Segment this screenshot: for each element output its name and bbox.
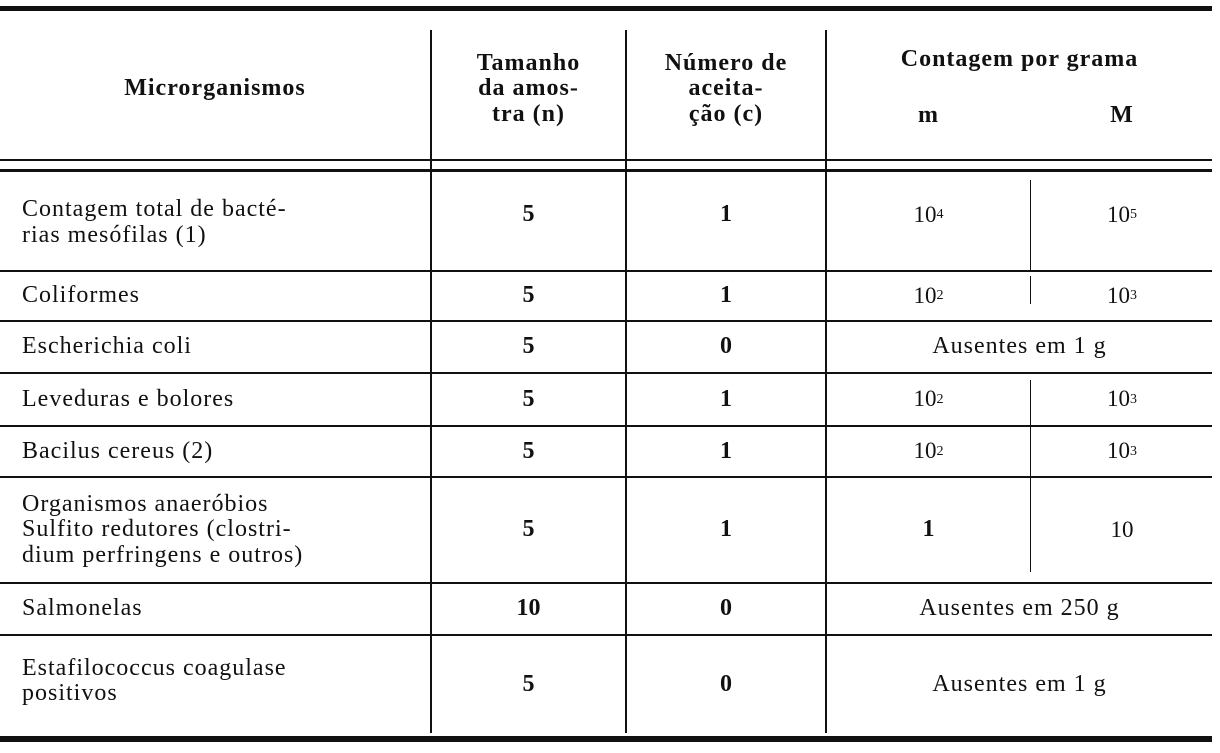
sample-size-value: 5 (522, 282, 535, 309)
sample-size-value: 5 (522, 516, 535, 543)
acceptance-value: 1 (720, 437, 732, 464)
sample-size-value: 5 (522, 201, 535, 228)
header-count-per-gram: Contagem por grama (900, 46, 1139, 73)
count-m-value: 10 2 (913, 282, 944, 308)
organism-name: Escherichia coli (22, 333, 192, 360)
header-rule (0, 159, 1212, 161)
organism-name: Contagem total de bacté- rias mesófilas (1) (22, 196, 287, 248)
header-sample-size: Tamanho da amos- tra (n) (476, 50, 581, 127)
organism-name: Estafilococcus coagulase positivos (22, 654, 287, 706)
header-m: m (918, 102, 939, 129)
acceptance-value: 1 (720, 201, 732, 228)
count-absent-value: Ausentes em 1 g (932, 671, 1107, 698)
organism-name: Bacilus cereus (2) (22, 437, 214, 464)
count-M-value: 10 5 (1107, 201, 1137, 227)
count-subdivider (1030, 276, 1031, 304)
count-absent-value: Ausentes em 1 g (932, 333, 1107, 360)
organism-name: Salmonelas (22, 595, 143, 622)
header-microorganisms: Microrganismos (124, 75, 306, 102)
acceptance-value: 0 (720, 333, 732, 360)
count-absent-value: Ausentes em 250 g (919, 595, 1120, 622)
header-rule-second (0, 169, 1212, 172)
count-m-value: 1 (922, 516, 935, 543)
bottom-rule (0, 736, 1212, 742)
count-m-value: 10 2 (913, 386, 944, 412)
sample-size-value: 5 (522, 385, 535, 412)
top-rule (0, 6, 1212, 11)
header-acceptance-number: Número de aceita- ção (c) (664, 50, 788, 127)
acceptance-value: 1 (720, 385, 732, 412)
organism-name: Leveduras e bolores (22, 385, 235, 412)
count-m-value: 10 2 (913, 438, 944, 464)
count-m-value: 10 4 (913, 201, 944, 227)
count-M-value: 10 3 (1107, 386, 1137, 412)
count-subdivider (1030, 180, 1031, 270)
count-M-value: 10 3 (1107, 282, 1137, 308)
sample-size-value: 5 (522, 437, 535, 464)
acceptance-value: 1 (720, 282, 732, 309)
acceptance-value: 0 (720, 671, 732, 698)
count-M-value: 10 3 (1107, 438, 1137, 464)
sample-size-value: 5 (522, 333, 535, 360)
organism-name: Coliformes (22, 282, 140, 309)
organism-name: Organismos anaeróbios Sulfito redutores (clostri- dium perfringens e outros) (22, 491, 304, 568)
sample-size-value: 5 (522, 671, 535, 698)
acceptance-value: 1 (720, 516, 732, 543)
sample-size-value: 10 (516, 595, 541, 622)
count-M-value: 10 (1110, 516, 1134, 542)
acceptance-value: 0 (720, 595, 732, 622)
header-M: M (1110, 102, 1134, 129)
